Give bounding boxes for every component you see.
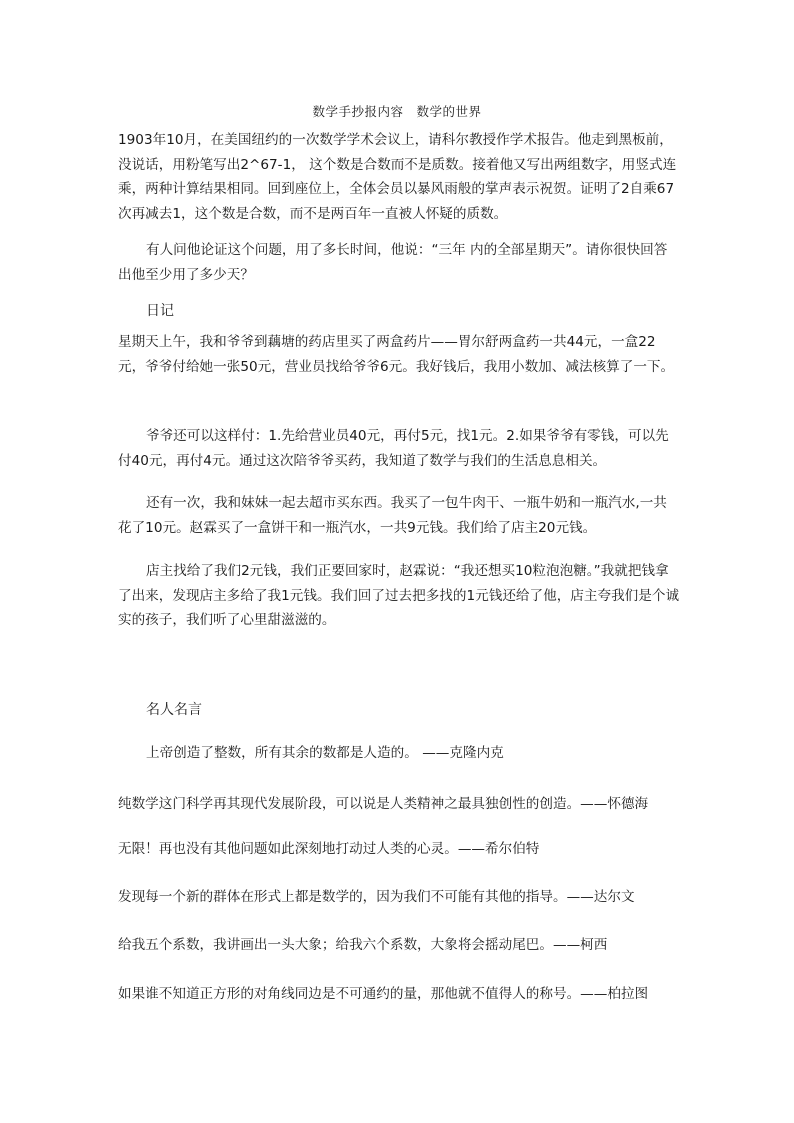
diary-paragraph-4: 店主找给了我们2元钱，我们正要回家时，赵霖说：“我还想买10粒泡泡糖。”我就把钱拿了出来，发现店主多给了我1元钱。我们回了过去把多找的1元钱还给了他，店主夸我们是个诚实的孩子，我们听了心里甜滋滋的。: [118, 563, 680, 628]
quote-item: 发现每一个新的群体在形式上都是数学的，因为我们不可能有其他的指导。——达尔文: [118, 889, 635, 905]
quote-item: 上帝创造了整数，所有其余的数都是人造的。 ——克隆内克: [146, 745, 504, 761]
story-paragraph-1: 1903年10月，在美国纽约的一次数学学术会议上，请科尔教授作学术报告。他走到黑板前，没说话，用粉笔写出2^67-1， 这个数是合数而不是质数。接着他又写出两组数字，用竖式连乘，两种计算结果相同。回到座位上，全体会员以暴风雨般的掌声表示祝贺。证明了2自乘67次再减去1，这个数是合数，而不是两百年一直被人怀疑的质数。: [118, 132, 677, 222]
diary-heading: 日记: [146, 303, 174, 319]
page-title: 数学手抄报内容 数学的世界: [312, 104, 482, 119]
quote-item: 纯数学这门科学再其现代发展阶段，可以说是人类精神之最具独创性的创造。——怀德海: [118, 796, 649, 812]
diary-paragraph-3: 还有一次，我和妹妹一起去超市买东西。我买了一包牛肉干、一瓶牛奶和一瓶汽水,一共花了10元。赵霖买了一盒饼干和一瓶汽水，一共9元钱。我们给了店主20元钱。: [118, 495, 667, 536]
quote-item: 如果谁不知道正方形的对角线同边是不可通约的量，那他就不值得人的称号。——柏拉图: [118, 986, 649, 1002]
diary-paragraph-2: 爷爷还可以这样付：1.先给营业员40元，再付5元，找1元。2.如果爷爷有零钱，可以先付40元，再付4元。通过这次陪爷爷买药，我知道了数学与我们的生活息息相关。: [118, 428, 669, 469]
quotes-heading: 名人名言: [146, 702, 202, 718]
quote-item: 给我五个系数，我讲画出一头大象；给我六个系数，大象将会摇动尾巴。——柯西: [118, 937, 608, 953]
story-paragraph-2: 有人问他论证这个问题，用了多长时间，他说：“三年 内的全部星期天”。请你很快回答出他至少用了多少天？: [118, 242, 668, 283]
quote-item: 无限！再也没有其他问题如此深刻地打动过人类的心灵。——希尔伯特: [118, 841, 540, 857]
diary-paragraph-1: 星期天上午，我和爷爷到藕塘的药店里买了两盒药片——胃尔舒两盒药一共44元，一盒22元，爷爷付给她一张50元，营业员找给爷爷6元。我好钱后，我用小数加、减法核算了一下。: [118, 334, 675, 375]
